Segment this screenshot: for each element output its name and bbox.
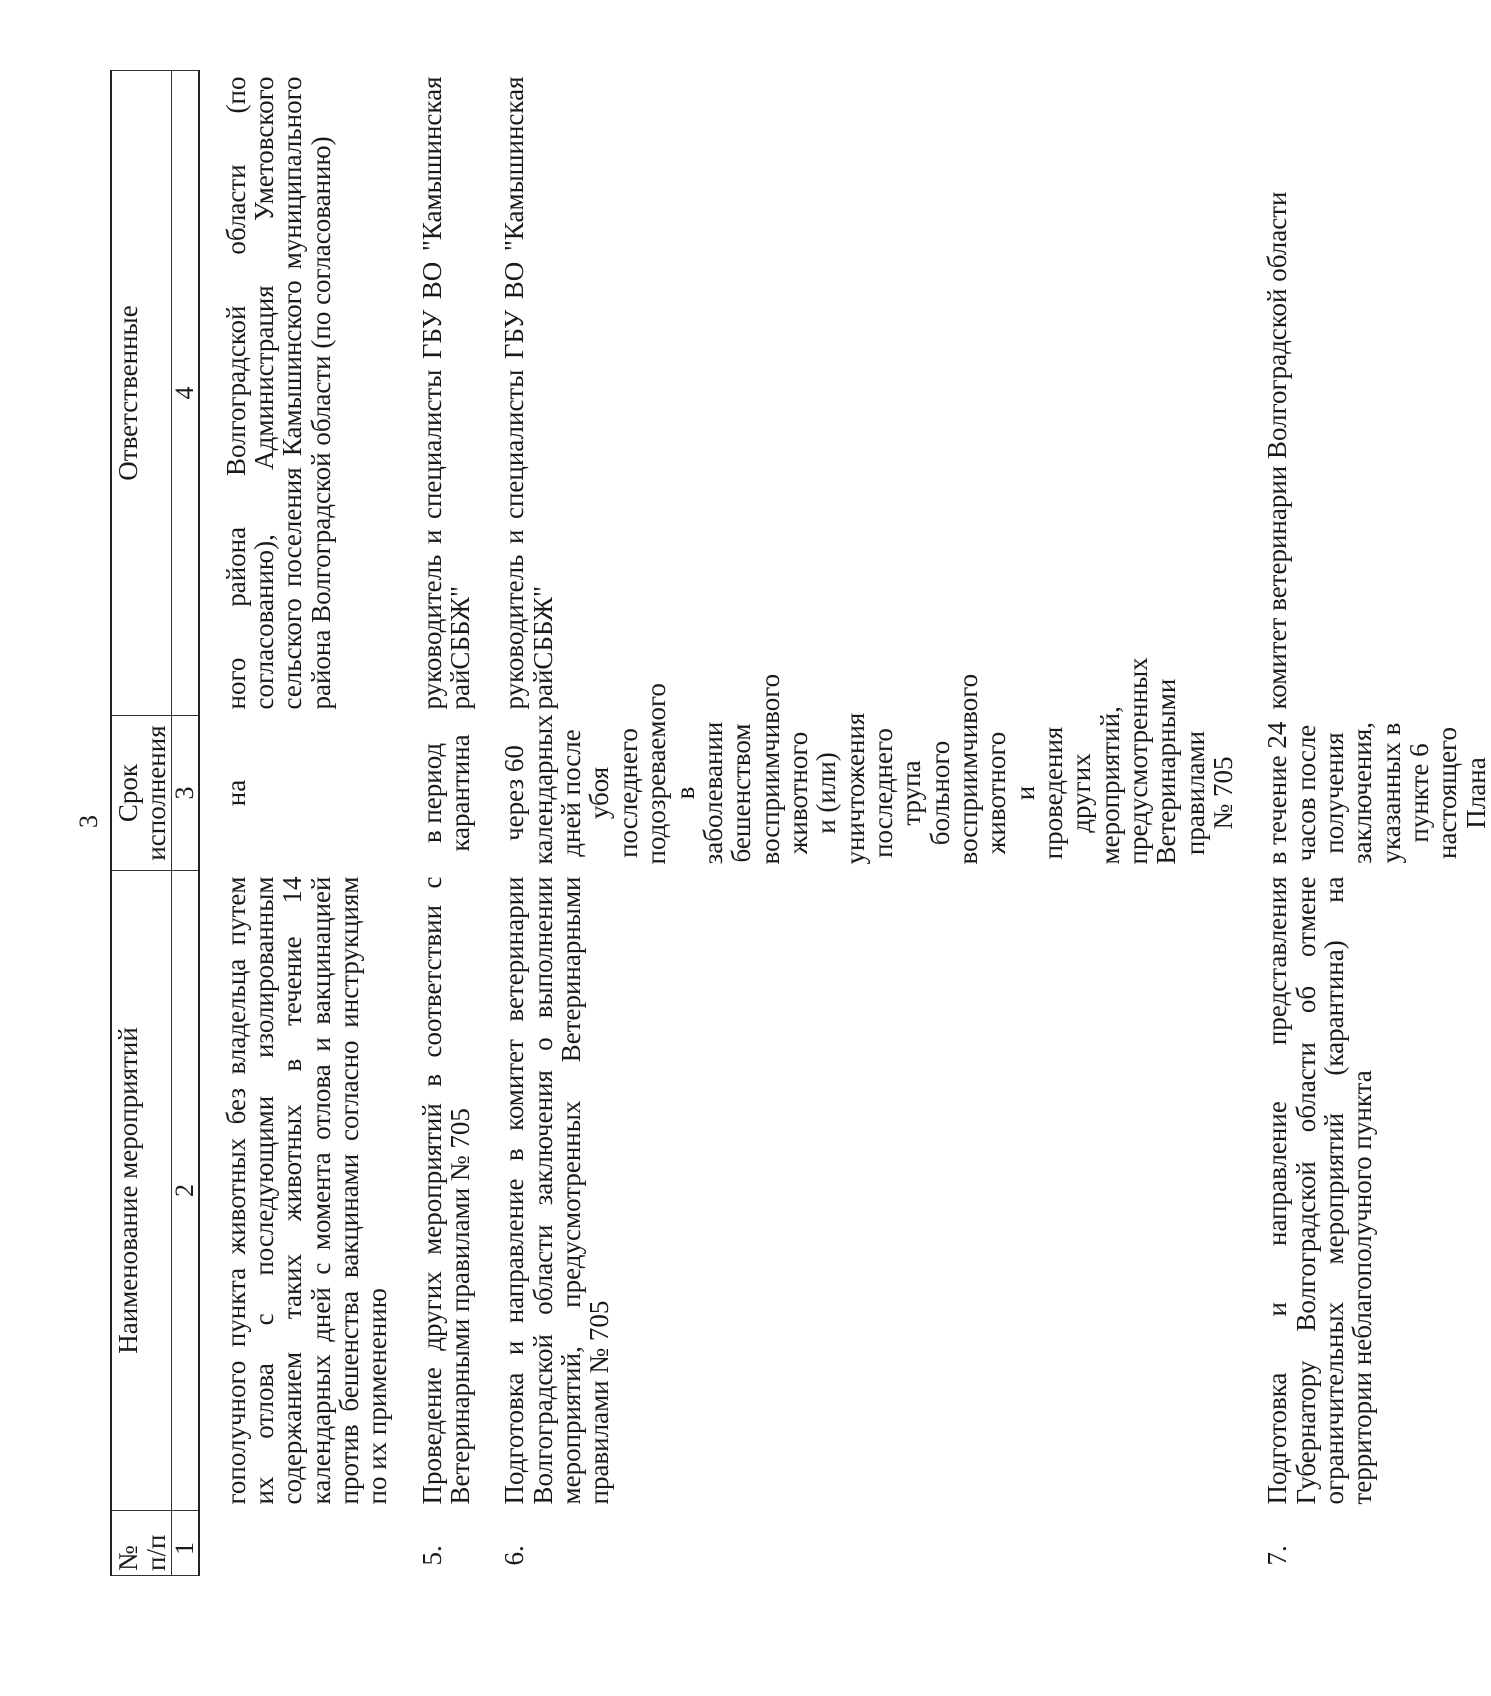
row-responsible: ного района Волгоградской области (по согласованию), Администрация Уметовского сельского поселения Камышинского муниципального района Волгоградской области (по согласованию): [220, 76, 336, 710]
header-resp-label: Ответственные: [113, 305, 143, 481]
row-num: [199, 1511, 392, 1576]
header-num: [111, 1511, 171, 1576]
table-row: [1237, 71, 1490, 1576]
row-name: гополучного пункта животных без владельца путем их отлова с последующими изолированным содержанием таких животных в течение 14 календарных дней с момента отлова и вакцинацией против бешенства вакцинами согласно инструкциям по их применению: [220, 876, 393, 1505]
row-term: на: [220, 779, 251, 807]
column-number-3: 3: [171, 716, 199, 871]
table-row: [199, 71, 392, 1576]
row-name: Проведение других мероприятий в соответствии с Ветеринарными правилами № 705: [416, 876, 476, 1505]
row-responsible: руководитель и специалисты ГБУ ВО "Камышинская райСББЖ": [499, 76, 558, 710]
header-term: [111, 716, 171, 871]
column-number-row: [171, 71, 199, 1576]
row-num: 6.: [499, 1545, 530, 1566]
row-num: 5.: [416, 1545, 447, 1566]
table-row: [474, 71, 1237, 1576]
row-responsible: руководитель и специалисты ГБУ ВО "Камышинская райСББЖ": [416, 76, 476, 710]
column-number-4: 4: [171, 71, 199, 716]
row-term: в течение 24 часов после получения заключения, указанных в пункте 6 настоящего Плана: [1262, 721, 1491, 865]
measures-table: [110, 70, 1490, 1576]
row-responsible: комитет ветеринарии Волгоградской области: [1262, 191, 1293, 710]
header-name: [111, 871, 171, 1511]
page-number: 3: [74, 815, 103, 828]
row-term: в период карантина: [416, 734, 476, 852]
row-name: Подготовка и направление представления Губернатору Волгоградской области об отмене ограничительных мероприятий (карантина) на территории неблагополучного пункта: [1262, 876, 1378, 1505]
column-number-1: 1: [171, 1511, 199, 1576]
header-num-label: № п/п: [113, 1534, 172, 1571]
row-num: 7.: [1262, 1545, 1293, 1566]
header-resp: [111, 71, 171, 716]
row-term: через 60 календарных дней после убоя последнего подозреваемого в заболевании бешенством восприимчивого животного и (или) уничтожения последнего трупа больного восприимчивого животного и проведения других мероприятий, предусмотренных Ветеринарными правилами № 705: [499, 657, 1239, 865]
row-name: Подготовка и направление в комитет ветеринарии Волгоградской области заключения о выполнении мероприятий, предусмотренных Ветеринарными правилами № 705: [499, 876, 615, 1505]
header-name-label: Наименование мероприятий: [113, 1027, 143, 1354]
header-term-label: Срок исполнения: [113, 725, 172, 861]
column-number-2: 2: [171, 871, 199, 1511]
table-row: [392, 71, 475, 1576]
table-header-row: [111, 71, 171, 1576]
